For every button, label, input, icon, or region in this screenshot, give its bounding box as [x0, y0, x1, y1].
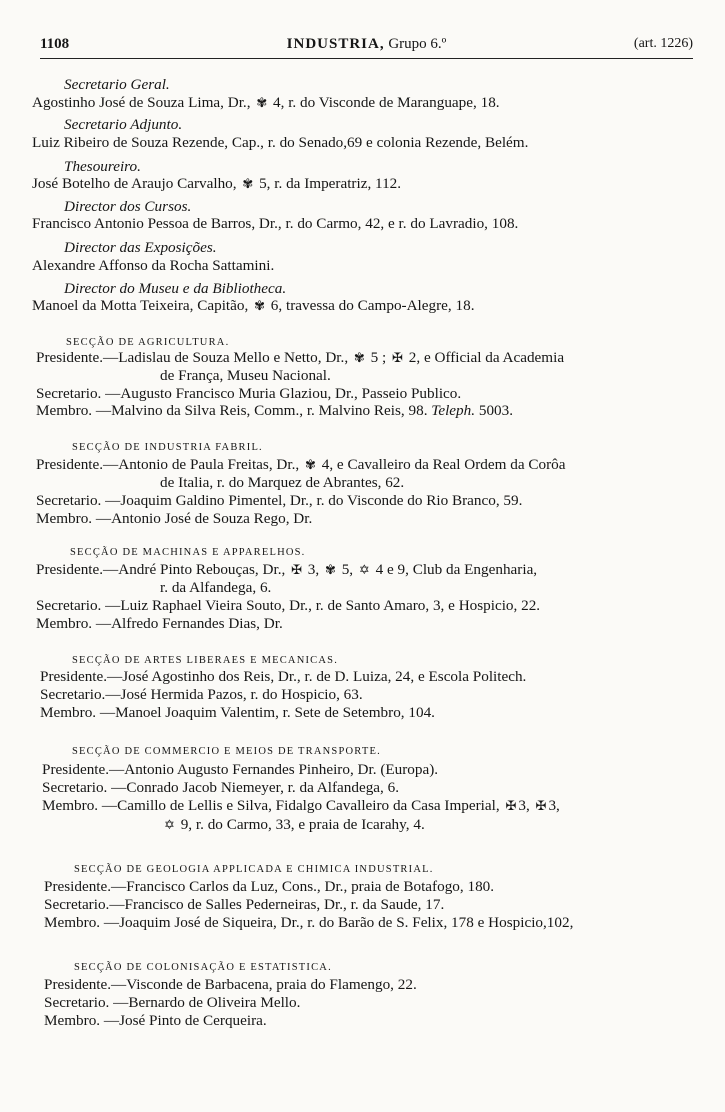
- section-member: Membro. —Malvino da Silva Reis, Comm., r. Malvino Reis, 98. Teleph. 5003.: [36, 402, 514, 419]
- section-president-cont: de Italia, r. do Marquez de Abrantes, 62.: [160, 474, 405, 491]
- section-secretary: Secretario. —Luiz Raphael Vieira Souto, Dr., r. de Santo Amaro, 3, e Hospicio, 22.: [36, 597, 541, 614]
- running-header: [40, 34, 693, 58]
- cross-icon: ✠: [392, 350, 403, 365]
- section-president-cont: de França, Museu Nacional.: [160, 367, 331, 384]
- officer-entry: Alexandre Affonso da Rocha Sattamini.: [32, 257, 275, 274]
- article-reference: (art. 1226): [633, 36, 693, 51]
- section-secretary: Secretario. —Joaquim Galdino Pimentel, Dr., r. do Visconde do Rio Branco, 59.: [36, 492, 523, 509]
- rose-icon: ✾: [242, 176, 254, 191]
- cross-icon: ✠: [291, 562, 302, 577]
- section-secretary: Secretario.—Francisco de Salles Pederneiras, Dr., r. da Saude, 17.: [44, 896, 445, 913]
- section-secretary: Secretario. —Conrado Jacob Niemeyer, r. da Alfandega, 6.: [42, 779, 400, 796]
- section-president: Presidente.—Antonio Augusto Fernandes Pinheiro, Dr. (Europa).: [42, 761, 439, 778]
- section-title: SECÇÃO DE GEOLOGIA APPLICADA E CHIMICA INDUSTRIAL.: [74, 864, 434, 875]
- section-title: SECÇÃO DE COMMERCIO E MEIOS DE TRANSPORTE.: [72, 746, 381, 757]
- section-title: SECÇÃO DE COLONISAÇÃO E ESTATISTICA.: [74, 962, 332, 973]
- rose-icon: ✾: [353, 350, 365, 365]
- section-president: Presidente.—Antonio de Paula Freitas, Dr., ✾ 4, e Cavalleiro da Real Ordem da Corôa: [36, 456, 566, 473]
- section-president: Presidente.—Ladislau de Souza Mello e Netto, Dr., ✾ 5 ; ✠ 2, e Official da Academia: [36, 349, 565, 366]
- rose-icon: ✾: [256, 95, 268, 110]
- section-secretary: Secretario. —Augusto Francisco Muria Glaziou, Dr., Passeio Publico.: [36, 385, 462, 402]
- page-title: INDUSTRIA, Grupo 6.º: [286, 36, 447, 52]
- role-title: Director das Exposições.: [64, 239, 217, 256]
- section-president: Presidente.—Visconde de Barbacena, praia do Flamengo, 22.: [44, 976, 417, 993]
- section-secretary: Secretario. —Bernardo de Oliveira Mello.: [44, 994, 301, 1011]
- section-president: Presidente.—José Agostinho dos Reis, Dr., r. de D. Luiza, 24, e Escola Politech.: [40, 668, 527, 685]
- section-member: Membro. —Antonio José de Souza Rego, Dr.: [36, 510, 313, 527]
- role-title: Director do Museu e da Bibliotheca.: [64, 280, 287, 297]
- officer-entry: Francisco Antonio Pessoa de Barros, Dr., r. do Carmo, 42, e r. do Lavradio, 108.: [32, 215, 519, 232]
- role-title: Director dos Cursos.: [64, 198, 192, 215]
- rose-icon: ✾: [324, 562, 336, 577]
- section-president: Presidente.—Francisco Carlos da Luz, Cons., Dr., praia de Botafogo, 180.: [44, 878, 495, 895]
- section-title: SECÇÃO DE ARTES LIBERAES E MECANICAS.: [72, 655, 339, 666]
- header-rule: [40, 58, 693, 59]
- page-number: 1108: [40, 36, 70, 52]
- section-president-cont: r. da Alfandega, 6.: [160, 579, 272, 596]
- section-member: Membro. —Alfredo Fernandes Dias, Dr.: [36, 615, 283, 632]
- section-member: Membro. —Joaquim José de Siqueira, Dr., r. do Barão de S. Felix, 178 e Hospicio,102,: [44, 914, 574, 931]
- star-icon: ✡: [358, 562, 370, 577]
- section-title: SECÇÃO DE INDUSTRIA FABRIL.: [72, 442, 263, 453]
- role-title: Secretario Geral.: [64, 76, 170, 93]
- section-president: Presidente.—André Pinto Rebouças, Dr., ✠ 3, ✾ 5, ✡ 4 e 9, Club da Engenharia,: [36, 561, 538, 578]
- section-member: Membro. —Manoel Joaquim Valentim, r. Sete de Setembro, 104.: [40, 704, 435, 721]
- cross-icon: ✠: [535, 798, 547, 813]
- role-title: Secretario Adjunto.: [64, 116, 183, 133]
- rose-icon: ✾: [254, 298, 265, 313]
- officer-entry: José Botelho de Araujo Carvalho, ✾ 5, r. da Imperatriz, 112.: [32, 175, 402, 192]
- section-member: Membro. —José Pinto de Cerqueira.: [44, 1012, 267, 1029]
- rose-icon: ✾: [305, 457, 316, 472]
- officer-entry: Manoel da Motta Teixeira, Capitão, ✾ 6, travessa do Campo-Alegre, 18.: [32, 297, 475, 314]
- cross-icon: ✠: [505, 798, 517, 813]
- section-secretary: Secretario.—José Hermida Pazos, r. do Hospicio, 63.: [40, 686, 363, 703]
- section-member-cont: ✡ 9, r. do Carmo, 33, e praia de Icarahy, 4.: [164, 816, 425, 833]
- role-title: Thesoureiro.: [64, 158, 141, 175]
- officer-entry: Luiz Ribeiro de Souza Rezende, Cap., r. do Senado,69 e colonia Rezende, Belém.: [32, 134, 529, 151]
- section-member: Membro. —Camillo de Lellis e Silva, Fidalgo Cavalleiro da Casa Imperial, ✠ 3, ✠ 3,: [42, 797, 560, 814]
- section-title: SECÇÃO DE MACHINAS E APPARELHOS.: [70, 547, 306, 558]
- section-title: SECÇÃO DE AGRICULTURA.: [66, 337, 230, 348]
- officer-entry: Agostinho José de Souza Lima, Dr., ✾ 4, r. do Visconde de Maranguape, 18.: [32, 94, 500, 111]
- star-icon: ✡: [164, 817, 175, 832]
